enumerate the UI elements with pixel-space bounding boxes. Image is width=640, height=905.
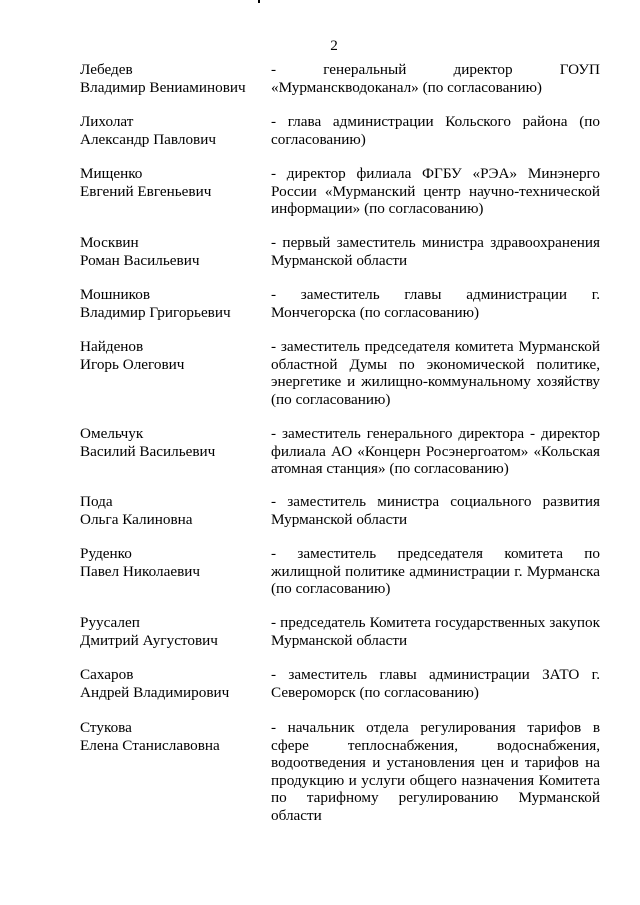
member-role: - заместитель главы администрации ЗАТО г. Североморск (по согласованию) <box>271 666 600 701</box>
member-role: - заместитель генерального директора - директор филиала АО «Концерн Росэнергоатом» «Кольская атомная станция» (по согласованию) <box>271 425 600 477</box>
member-given-names: Евгений Евгеньевич <box>80 182 212 200</box>
member-name <box>80 338 270 373</box>
member-role: - глава администрации Кольского района (по согласованию) <box>271 113 600 148</box>
member-surname: Стукова <box>80 719 132 736</box>
member-surname: Руусалеп <box>80 614 140 631</box>
member-name <box>80 545 270 580</box>
member-given-names: Игорь Олегович <box>80 355 185 373</box>
member-role: - генеральный директор ГОУП «Мурманскводоканал» (по согласованию) <box>271 61 600 96</box>
scan-mark <box>258 0 260 3</box>
member-surname: Найденов <box>80 338 144 355</box>
member-surname: Лебедев <box>80 61 133 78</box>
member-given-names: Владимир Вениаминович <box>80 78 246 96</box>
member-role: - заместитель министра социального развития Мурманской области <box>271 493 600 528</box>
member-name <box>80 234 270 269</box>
member-role: - председатель Комитета государственных закупок Мурманской области <box>271 614 600 649</box>
member-given-names: Павел Николаевич <box>80 562 201 580</box>
member-name <box>80 666 270 701</box>
member-surname: Пода <box>80 493 113 510</box>
member-role: - начальник отдела регулирования тарифов в сфере теплоснабжения, водоснабжения, водоотведения и установления цен и тарифов на продукцию и услуги общего назначения Комитета по тарифному регулированию Мурманской области <box>271 719 600 824</box>
member-name <box>80 113 270 148</box>
member-name <box>80 614 270 649</box>
member-name <box>80 286 270 321</box>
page-number: 2 <box>330 37 338 54</box>
member-given-names: Елена Станиславовна <box>80 736 220 754</box>
member-role: - директор филиала ФГБУ «РЭА» Минэнерго России «Мурманский центр научно-технической информации» (по согласованию) <box>271 165 600 217</box>
member-surname: Мошников <box>80 286 151 303</box>
member-role: - заместитель председателя комитета Мурманской областной Думы по экономической политике, энергетике и жилищно-коммунальному хозяйству (по согласованию) <box>271 338 600 408</box>
member-surname: Омельчук <box>80 425 144 442</box>
member-given-names: Дмитрий Аугустович <box>80 631 218 649</box>
member-surname: Мищенко <box>80 165 143 182</box>
member-name <box>80 425 270 460</box>
member-given-names: Ольга Калиновна <box>80 510 193 528</box>
member-given-names: Владимир Григорьевич <box>80 303 231 321</box>
member-role: - заместитель главы администрации г. Мончегорска (по согласованию) <box>271 286 600 321</box>
member-role: - первый заместитель министра здравоохранения Мурманской области <box>271 234 600 269</box>
member-surname: Москвин <box>80 234 139 251</box>
member-surname: Лихолат <box>80 113 134 130</box>
member-name <box>80 493 270 528</box>
member-name <box>80 719 270 754</box>
member-surname: Сахаров <box>80 666 134 683</box>
member-name <box>80 165 270 200</box>
member-given-names: Роман Васильевич <box>80 251 200 269</box>
member-role: - заместитель председателя комитета по жилищной политике администрации г. Мурманска (по согласованию) <box>271 545 600 597</box>
member-name <box>80 61 270 96</box>
member-given-names: Андрей Владимирович <box>80 683 230 701</box>
member-surname: Руденко <box>80 545 132 562</box>
member-given-names: Василий Васильевич <box>80 442 216 460</box>
member-given-names: Александр Павлович <box>80 130 216 148</box>
